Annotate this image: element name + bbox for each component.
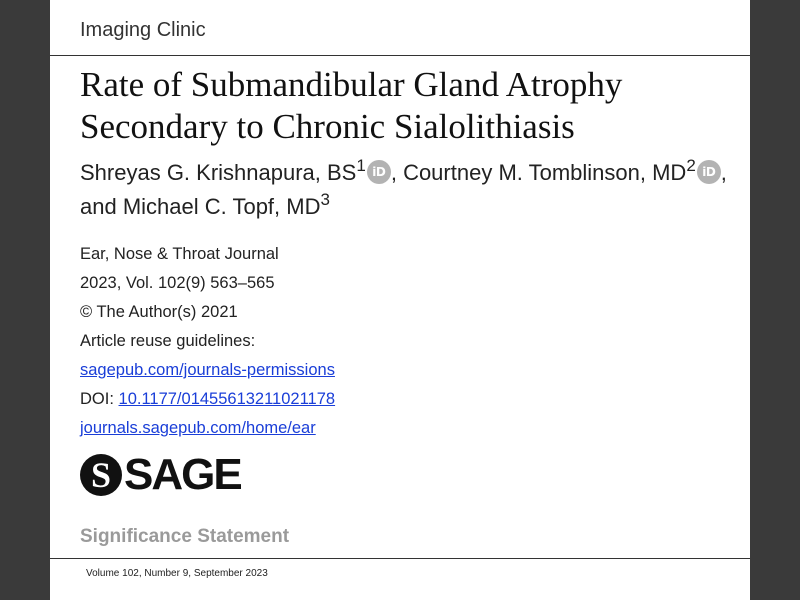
header-divider — [50, 55, 750, 56]
doi-label: DOI: — [80, 390, 119, 408]
sage-logo-mark: S — [80, 454, 122, 496]
significance-heading: Significance Statement — [80, 526, 290, 547]
right-gutter — [750, 0, 800, 600]
volume-info: 2023, Vol. 102(9) 563–565 — [80, 274, 275, 292]
journal-name: Ear, Nose & Throat Journal — [80, 245, 279, 263]
author-affiliation: 1 — [356, 156, 366, 175]
document-page — [50, 0, 750, 600]
author-list — [80, 156, 730, 224]
left-gutter — [0, 0, 50, 600]
author-affiliation: 2 — [686, 156, 696, 175]
author-separator: , — [390, 160, 404, 185]
publication-info — [80, 240, 680, 443]
orcid-icon[interactable]: iD — [697, 160, 721, 184]
author-name: Courtney M. Tomblinson, MD — [403, 160, 687, 185]
reuse-guidelines-label: Article reuse guidelines: — [80, 332, 256, 350]
author-affiliation: 3 — [320, 190, 330, 209]
sage-logo-word: SAGE — [124, 450, 241, 499]
page-footer: Volume 102, Number 9, September 2023 — [86, 568, 268, 579]
copyright-notice: © The Author(s) 2021 — [80, 303, 238, 321]
section-label: Imaging Clinic — [80, 19, 206, 41]
doi-line — [80, 385, 680, 414]
author-separator: , and — [80, 160, 727, 219]
footer-divider — [50, 558, 750, 559]
journal-home-link[interactable]: journals.sagepub.com/home/ear — [80, 419, 316, 437]
article-title: Rate of Submandibular Gland Atrophy Secondary to Chronic Sialolithiasis — [80, 65, 623, 146]
author-name: Shreyas G. Krishnapura, BS — [80, 160, 357, 185]
orcid-icon[interactable]: iD — [367, 160, 391, 184]
doi-link[interactable]: 10.1177/01455613211021178 — [118, 390, 336, 408]
author-name: Michael C. Topf, MD — [122, 194, 321, 219]
permissions-link[interactable]: sagepub.com/journals-permissions — [80, 361, 335, 379]
sage-logo — [80, 452, 241, 498]
